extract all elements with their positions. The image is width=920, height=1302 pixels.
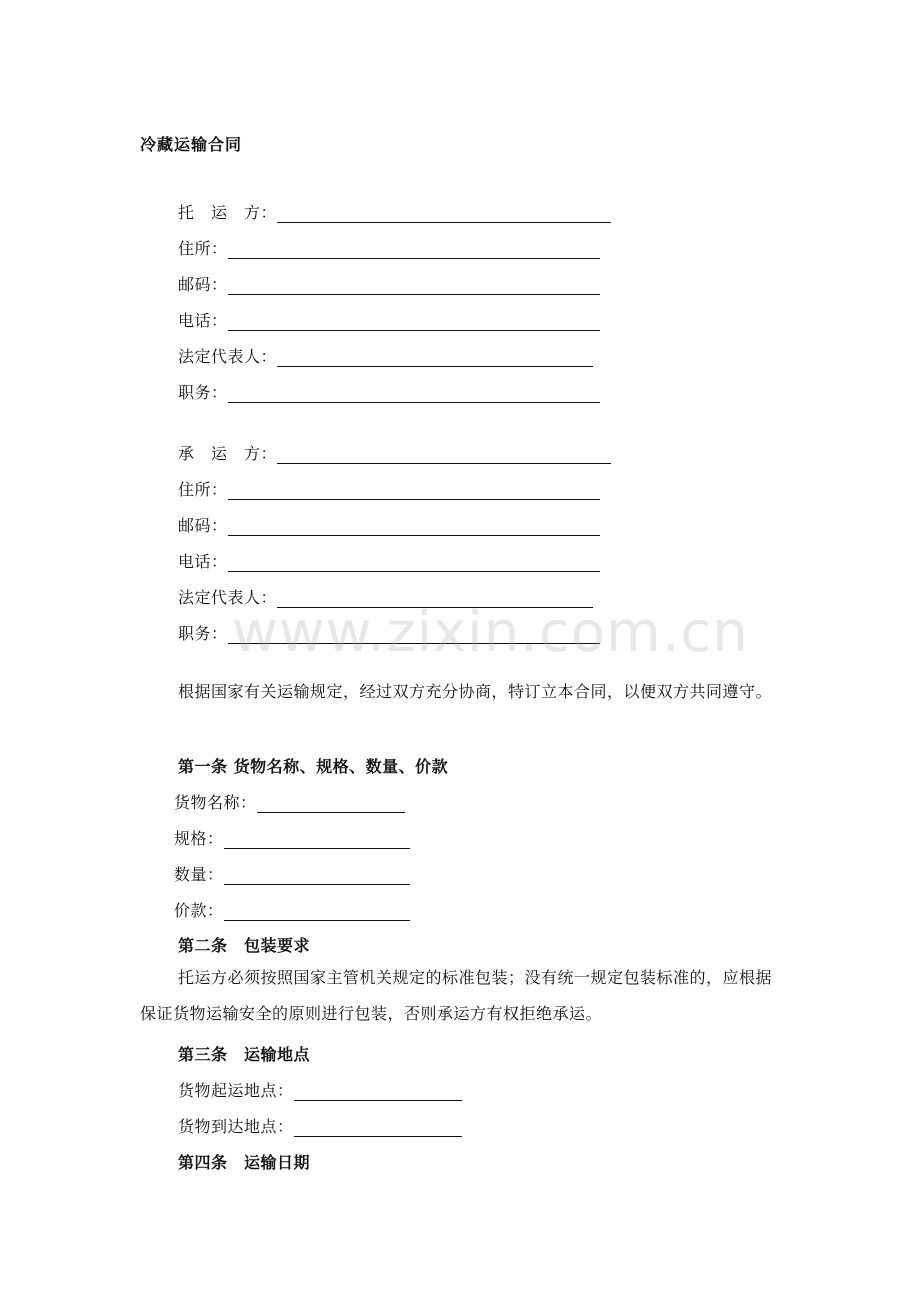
shipper-name-field [178, 200, 611, 223]
fill-blank [224, 866, 410, 885]
field-label: 住所： [178, 239, 228, 258]
fill-blank [228, 625, 600, 644]
field-label: 邮码： [178, 275, 228, 294]
fill-blank [277, 204, 611, 223]
fill-blank [228, 384, 600, 403]
field-label: 承 运 方： [178, 444, 278, 463]
field-label: 规格： [174, 829, 224, 848]
field-label: 电话： [178, 552, 228, 571]
fill-blank [277, 445, 611, 464]
carrier-position-field [178, 621, 600, 644]
price-field [174, 898, 410, 921]
field-label: 托 运 方： [178, 203, 278, 222]
field-label: 货物名称： [174, 793, 257, 812]
field-label: 职务： [178, 383, 228, 402]
specification-field [174, 826, 410, 849]
fill-blank [224, 902, 410, 921]
shipper-position-field [178, 380, 600, 403]
fill-blank [228, 276, 600, 295]
field-label: 职务： [178, 624, 228, 643]
document-title: 冷藏运输合同 [140, 135, 243, 154]
destination-location-field [178, 1114, 462, 1137]
carrier-representative-field [178, 585, 593, 608]
fill-blank [228, 240, 600, 259]
carrier-postcode-field [178, 513, 600, 536]
carrier-name-field [178, 441, 611, 464]
carrier-address-field [178, 477, 600, 500]
shipper-phone-field [178, 308, 600, 331]
intro-paragraph: 根据国家有关运输规定，经过双方充分协商，特订立本合同，以便双方共同遵守。 [178, 682, 773, 701]
field-label: 住所： [178, 480, 228, 499]
fill-blank [294, 1118, 462, 1137]
origin-location-field [178, 1078, 462, 1101]
article-1-heading: 第一条 货物名称、规格、数量、价款 [178, 757, 449, 776]
field-label: 法定代表人： [178, 347, 278, 366]
goods-name-field [174, 790, 405, 813]
fill-blank [277, 589, 593, 608]
field-label: 价款： [174, 901, 224, 920]
fill-blank [257, 794, 405, 813]
carrier-phone-field [178, 549, 600, 572]
fill-blank [277, 348, 593, 367]
field-label: 法定代表人： [178, 588, 278, 607]
fill-blank [228, 517, 600, 536]
article-2-text: 托运方必须按照国家主管机关规定的标准包装；没有统一规定包装标准的，应根据保证货物运输安全的原则进行包装，否则承运方有权拒绝承运。 [140, 968, 773, 1023]
article-2-heading: 第二条 包装要求 [178, 936, 311, 955]
field-label: 电话： [178, 311, 228, 330]
shipper-representative-field [178, 344, 593, 367]
field-label: 货物起运地点： [178, 1081, 294, 1100]
fill-blank [294, 1082, 462, 1101]
field-label: 货物到达地点： [178, 1117, 294, 1136]
field-label: 数量： [174, 865, 224, 884]
fill-blank [228, 312, 600, 331]
fill-blank [228, 481, 600, 500]
fill-blank [224, 830, 410, 849]
fill-blank [228, 553, 600, 572]
article-4-heading: 第四条 运输日期 [178, 1153, 311, 1172]
quantity-field [174, 862, 410, 885]
field-label: 邮码： [178, 516, 228, 535]
article-3-heading: 第三条 运输地点 [178, 1045, 311, 1064]
shipper-address-field [178, 236, 600, 259]
shipper-postcode-field [178, 272, 600, 295]
watermark: www.zixin.com.cn [232, 600, 749, 665]
